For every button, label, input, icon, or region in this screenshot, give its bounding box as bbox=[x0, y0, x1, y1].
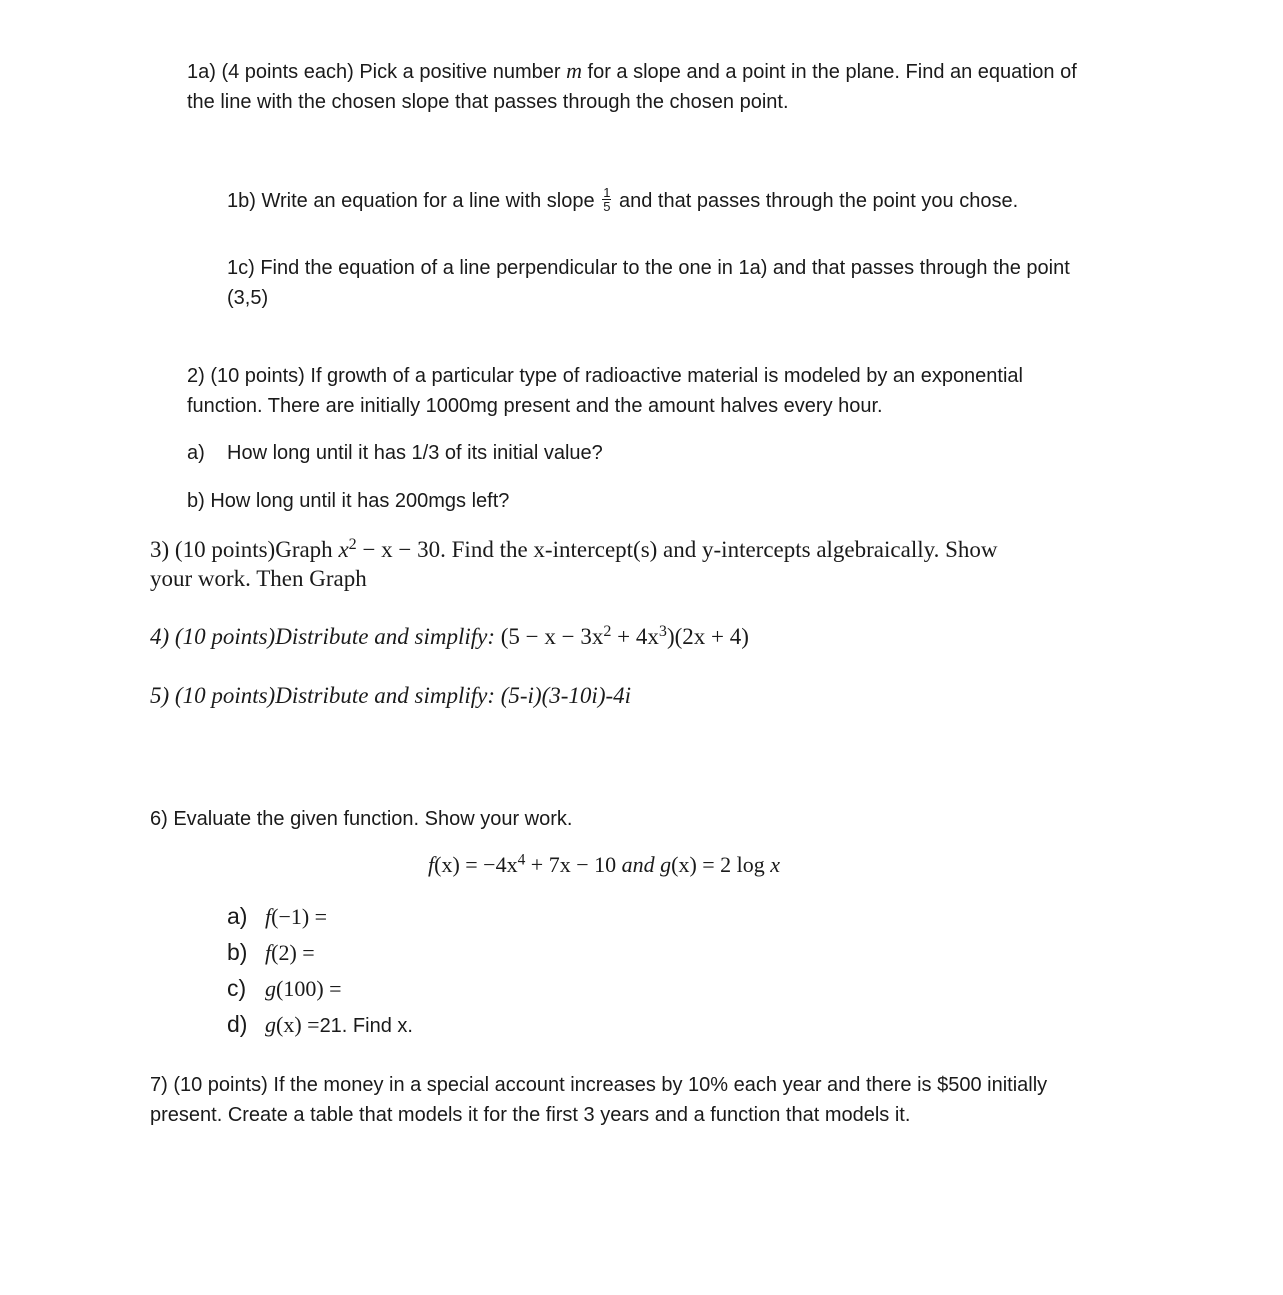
question-6c: c) g(100) = bbox=[227, 975, 342, 1001]
variable-m: m bbox=[566, 58, 582, 83]
question-3 bbox=[150, 535, 998, 593]
question-2-line-2: function. There are initially 1000mg present and the amount halves every hour. bbox=[187, 395, 883, 417]
question-2 bbox=[187, 361, 1023, 421]
question-1b: 1b) Write an equation for a line with slope $\frac{1}{5}$ and that passes through the point you chose. bbox=[227, 185, 1019, 215]
question-1c bbox=[227, 253, 1070, 313]
slope-fraction bbox=[602, 186, 611, 213]
question-4-label: 4) (10 points) bbox=[150, 624, 276, 649]
question-1a-line-2: the line with the chosen slope that passes through the chosen point. bbox=[187, 91, 789, 113]
question-4 bbox=[150, 622, 749, 651]
question-5 bbox=[150, 681, 631, 710]
question-6a: a) f(−1) = bbox=[227, 903, 328, 929]
question-7-line-1: 7) (10 points) If the money in a special account increases by 10% each year and there is $500 initially bbox=[150, 1074, 1048, 1096]
question-1c-line-2: (3,5) bbox=[227, 287, 269, 309]
question-7-line-2: present. Create a table that models it for the first 3 years and a function that models it. bbox=[150, 1104, 911, 1126]
question-5-instruction: Distribute and simplify: (5-i)(3-10i)-4i bbox=[275, 683, 632, 708]
question-6d: d) g(x) =21. Find x. bbox=[227, 1011, 413, 1037]
question-1a-line-1: 1a) (4 points each) Pick a positive number m for a slope and a point in the plane. Find an equation of bbox=[187, 58, 1077, 83]
question-6-intro: 6) Evaluate the given function. Show your work. bbox=[150, 808, 573, 830]
question-2a bbox=[187, 438, 603, 468]
variable-x: x bbox=[338, 537, 349, 562]
fraction-numerator: 1 bbox=[603, 185, 611, 201]
question-3-line-2: your work. Then Graph bbox=[150, 566, 367, 591]
question-2-line-1: 2) (10 points) If growth of a particular type of radioactive material is modeled by an exponential bbox=[187, 365, 1023, 387]
question-5-label: 5) (10 points) bbox=[150, 683, 276, 708]
question-6b: b) f(2) = bbox=[227, 939, 315, 965]
question-1c-line-1: 1c) Find the equation of a line perpendicular to the one in 1a) and that passes through the point bbox=[227, 257, 1070, 279]
function-definitions: $f(x) = -4x^4 + 7x - 10$ and g(x) = 2 log x bbox=[428, 851, 781, 877]
question-2a-text: How long until it has 1/3 of its initial value? bbox=[227, 442, 603, 464]
question-1a bbox=[187, 56, 1077, 117]
fraction-denominator: 5 bbox=[603, 199, 611, 215]
question-4-instruction: Distribute and simplify: bbox=[275, 624, 501, 649]
question-4-expression: $(5 - x - 3x^2 + 4x^3)(2x + 4)$ bbox=[500, 622, 749, 649]
exponent: 2 bbox=[348, 535, 357, 553]
question-2a-label: a) bbox=[187, 442, 205, 464]
question-3-line-1: 3) (10 points)Graph $x^2 - x - 30$. Find the x-intercept(s) and y-intercepts algebraically. Show bbox=[150, 535, 998, 562]
question-7 bbox=[150, 1070, 1047, 1130]
question-2b: b) How long until it has 200mgs left? bbox=[187, 490, 510, 512]
